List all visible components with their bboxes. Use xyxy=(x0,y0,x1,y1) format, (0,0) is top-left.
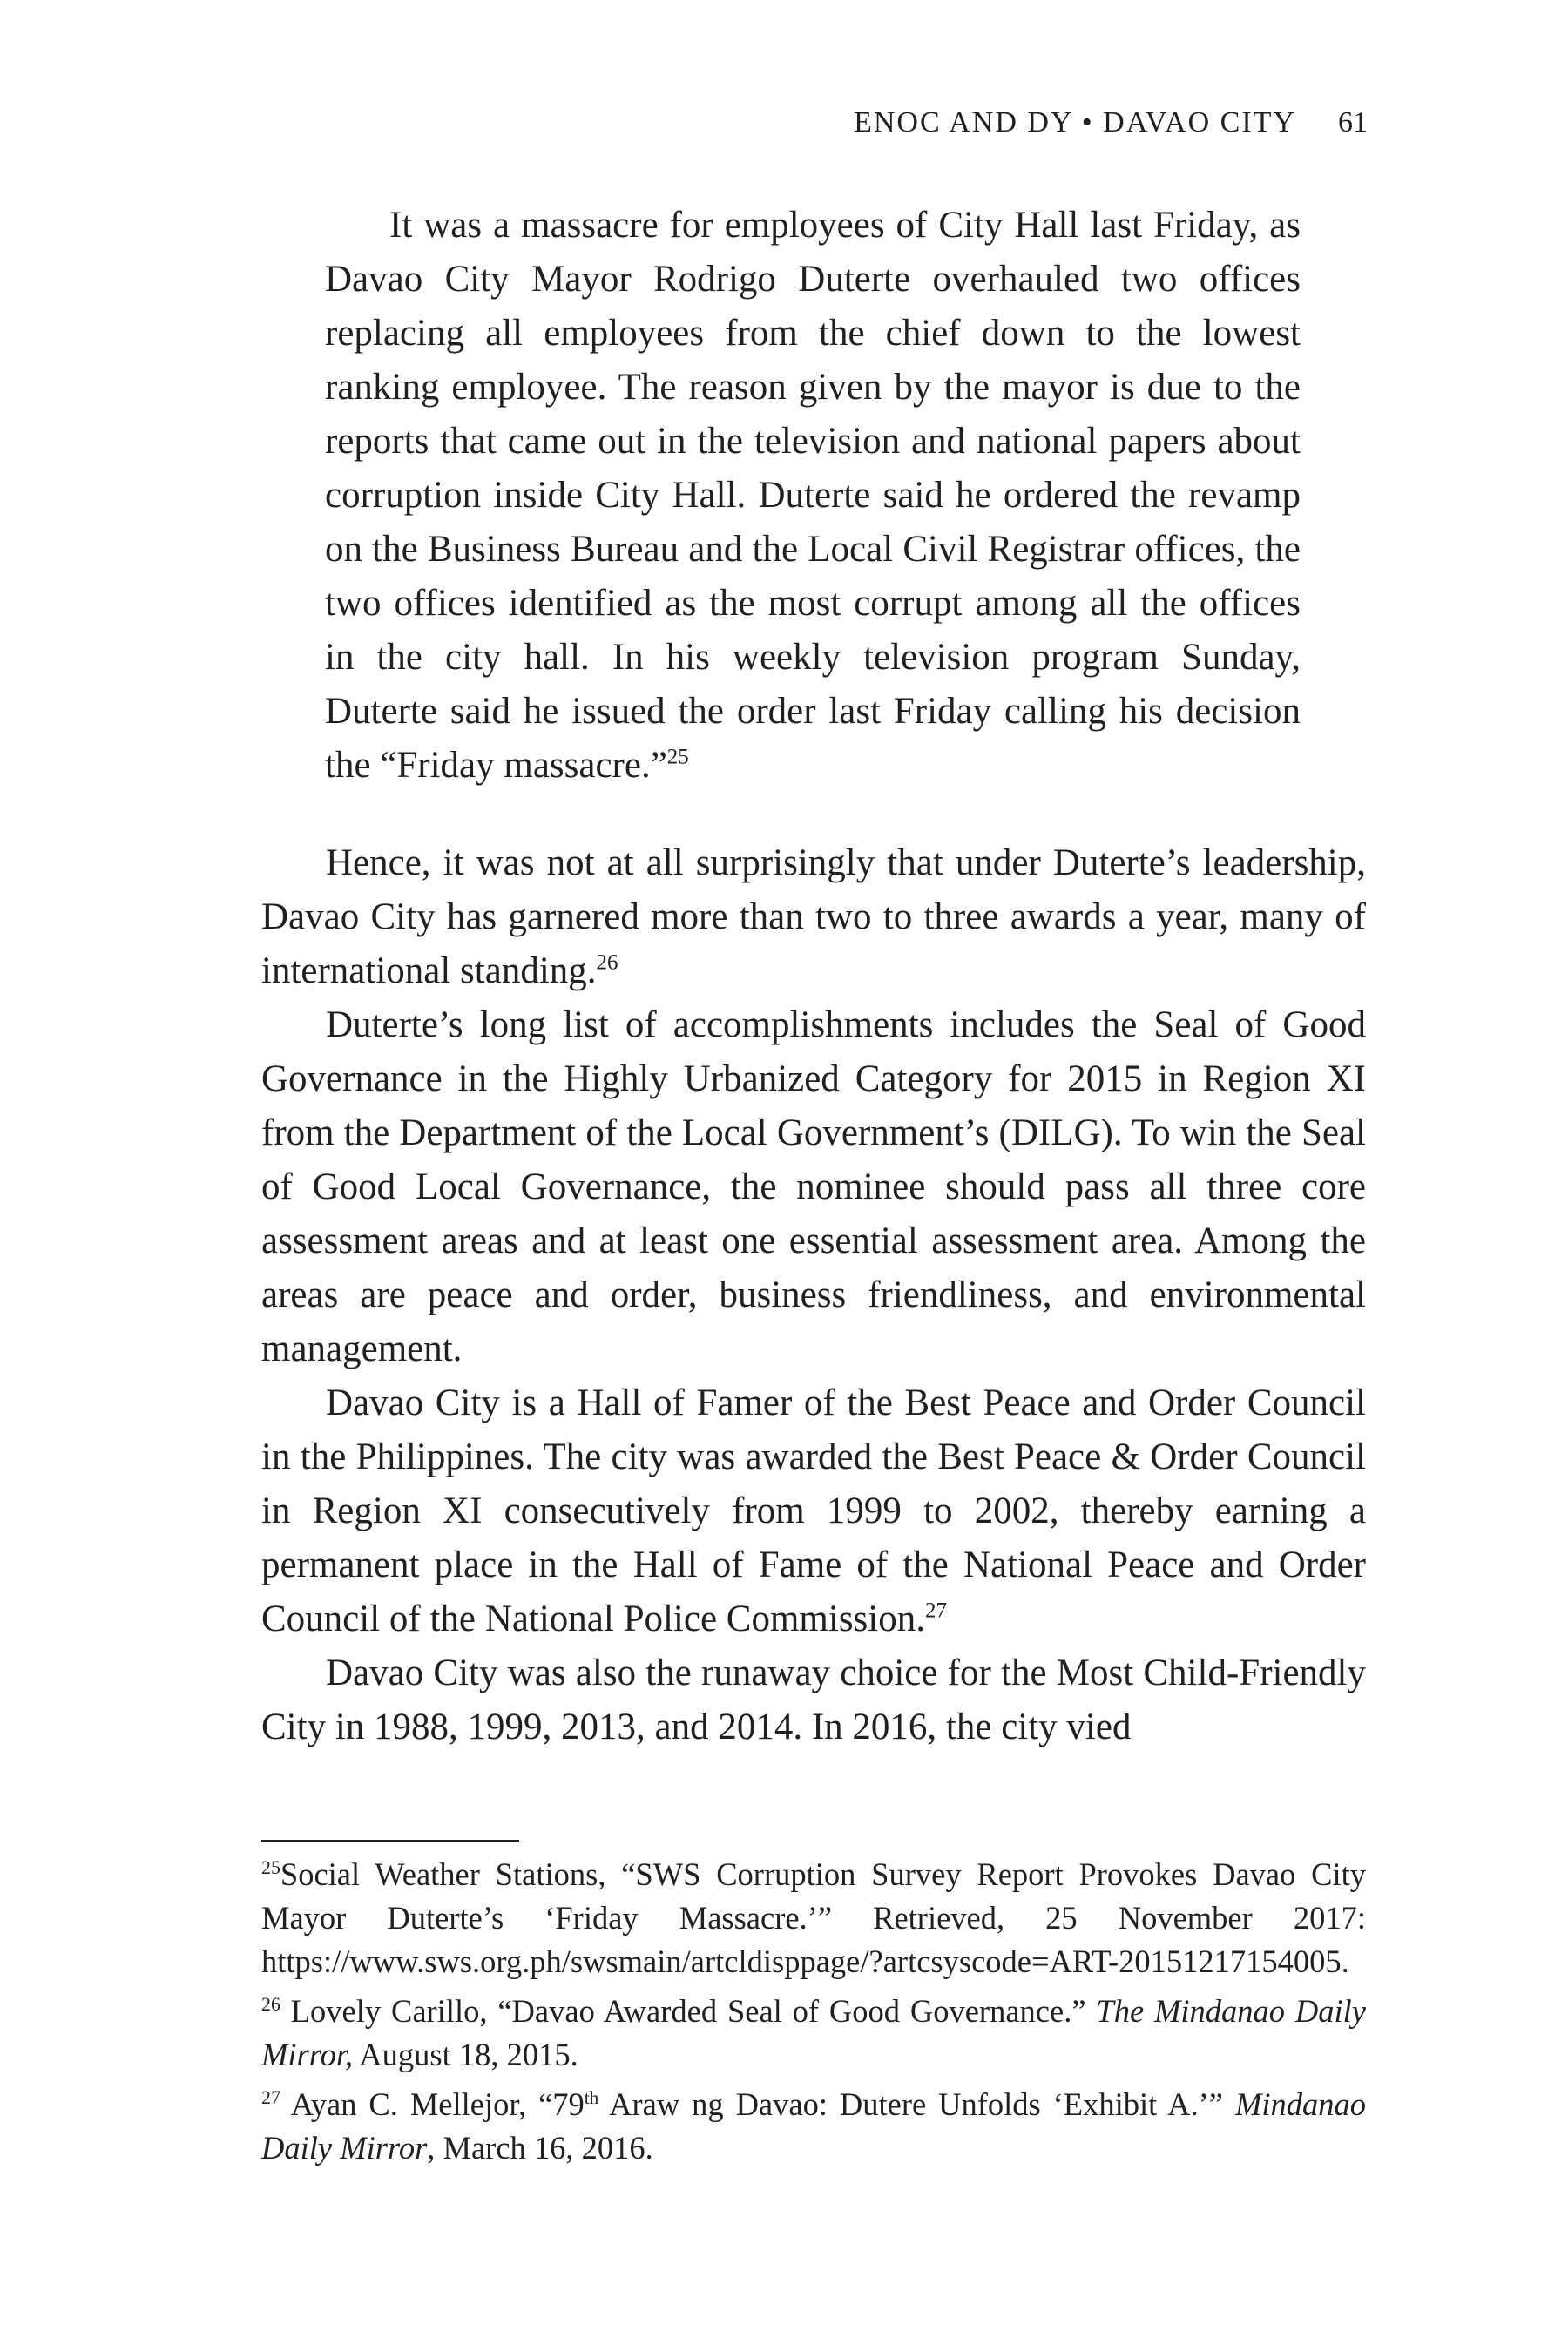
running-head-title: ENOC AND DY • DAVAO CITY xyxy=(854,106,1296,139)
paragraph-text: Duterte’s long list of accomplishments includes the Seal of Good Governance in the Highly Urbanized Category for 2015 in Region XI from the Department of the Local Government’s (DILG). To win the Seal of Good Local Governance, the nominee should pass all three core assessment areas and at least one essential assessment area. Among the areas are peace and order, business friendliness, and environmental management. xyxy=(261,1004,1366,1369)
page-number: 61 xyxy=(1338,106,1368,139)
footnote-text: Social Weather Stations, “SWS Corruption Survey Report Provokes Davao City Mayor Duterte’s ‘Friday Massacre.’” Retrieved, 25 November 2017: https://www.sws.org.ph/swsmain/artcldisppage/?artcsyscode=ART-20151217154005. xyxy=(261,1856,1366,1979)
footnote-date: , March 16, 2016. xyxy=(427,2130,653,2166)
footnotes xyxy=(261,1853,1366,2176)
footnote-divider xyxy=(261,1840,519,1842)
footnote-25 xyxy=(261,1853,1366,1984)
footnote-ref-27: 27 xyxy=(925,1598,947,1623)
footnote-ordinal: th xyxy=(584,2086,599,2108)
running-head xyxy=(810,106,1368,139)
footnote-27 xyxy=(261,2083,1366,2170)
footnote-number: 27 xyxy=(261,2085,280,2108)
footnote-ref-25: 25 xyxy=(666,745,689,769)
paragraph-text: Davao City was also the runaway choice for the Most Child-Friendly City in 1988, 1999, 2013, and 2014. In 2016, the city vied xyxy=(261,1652,1366,1747)
footnote-publication: Mindanao Daily Mirror xyxy=(261,2086,1366,2166)
footnote-26 xyxy=(261,1990,1366,2077)
footnote-text-cont: Araw ng Davao: Dutere Unfolds ‘Exhibit A.’” xyxy=(598,2086,1235,2122)
footnote-text: Ayan C. Mellejor, “79 xyxy=(290,2086,585,2122)
footnote-text: Lovely Carillo, “Davao Awarded Seal of Good Governance.” xyxy=(290,1993,1097,2029)
footnote-date: August 18, 2015. xyxy=(353,2037,578,2072)
paragraph xyxy=(261,836,1366,998)
paragraph-text: Davao City is a Hall of Famer of the Best Peace and Order Council in the Philippines. The city was awarded the Best Peace & Order Council in Region XI consecutively from 1999 to 2002, thereby earning a permanent place in the Hall of Fame of the National Peace and Order Council of the National Police Commission. xyxy=(261,1382,1366,1639)
paragraph xyxy=(261,998,1366,1376)
footnote-publication: The Mindanao Daily Mirror, xyxy=(261,1993,1366,2072)
footnote-number: 26 xyxy=(261,1992,280,2015)
body-text xyxy=(261,836,1366,1754)
paragraph xyxy=(261,1376,1366,1646)
footnote-number: 25 xyxy=(261,1855,280,1878)
paragraph-text: Hence, it was not at all surprisingly that under Duterte’s leadership, Davao City has garnered more than two to three awards a year, many of international standing. xyxy=(261,842,1366,991)
block-quote xyxy=(325,199,1301,793)
footnote-ref-26: 26 xyxy=(596,950,618,975)
paragraph xyxy=(261,1646,1366,1754)
block-quote-text: It was a massacre for employees of City Hall last Friday, as Davao City Mayor Rodrigo Duterte overhauled two offices replacing all employees from the chief down to the lowest ranking employee. The reason given by the mayor is due to the reports that came out in the television and national papers about corruption inside City Hall. Duterte said he ordered the revamp on the Business Bureau and the Local Civil Registrar offices, the two offices identified as the most corrupt among all the offices in the city hall. In his weekly television program Sunday, Duterte said he issued the order last Friday calling his decision the “Friday massacre.” xyxy=(325,205,1301,786)
